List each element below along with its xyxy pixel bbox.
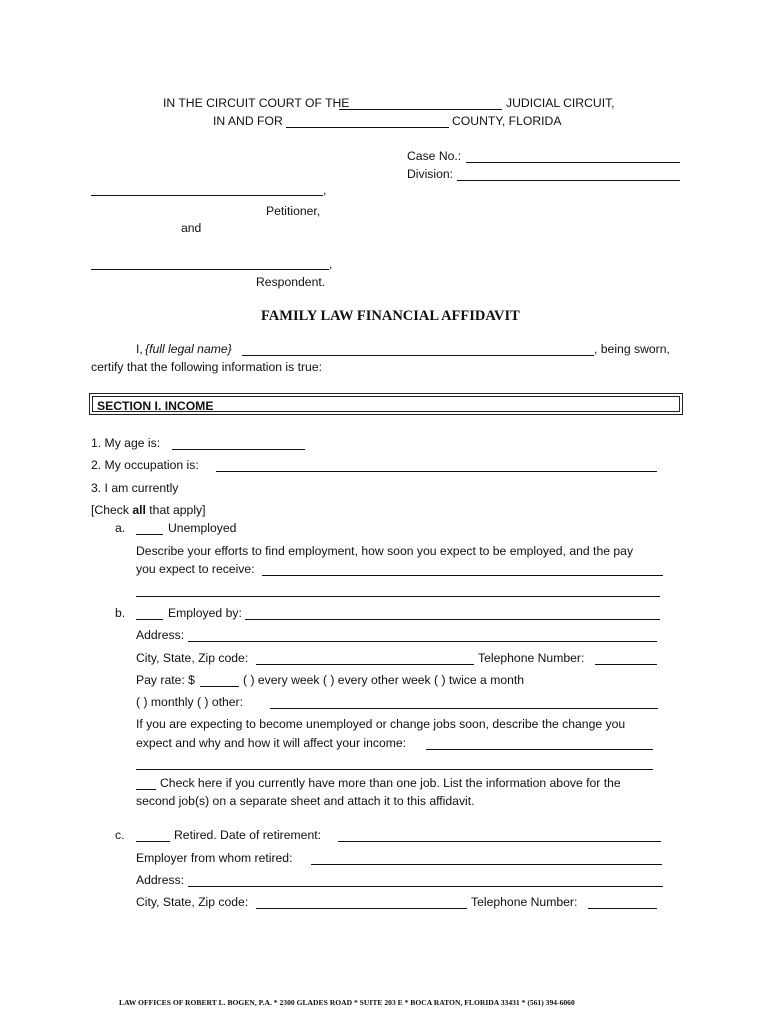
respondent-label: Respondent. <box>256 275 326 289</box>
full-legal-name-field[interactable] <box>242 342 594 356</box>
age-field[interactable] <box>172 436 305 450</box>
item-c-marker: c. <box>115 828 125 842</box>
check-instruction <box>91 503 206 517</box>
case-no-label: Case No.: <box>407 149 462 163</box>
section-header <box>89 393 683 415</box>
retirement-date-field[interactable] <box>338 828 661 842</box>
employer-telephone-field[interactable] <box>595 651 657 665</box>
employer-city-label: City, State, Zip code: <box>136 651 249 665</box>
multiple-jobs-checkbox-field[interactable] <box>136 776 156 790</box>
petitioner-name-field[interactable] <box>91 182 323 196</box>
check-instruction-bold: all <box>132 503 146 517</box>
case-no-field[interactable] <box>466 149 680 163</box>
multiple-jobs-line1: Check here if you currently have more than one job. List the information above for the <box>160 776 621 790</box>
court-line1-text: IN THE CIRCUIT COURT OF THE <box>163 96 350 110</box>
check-instruction-suffix: that apply] <box>145 503 206 517</box>
item-a-marker: a. <box>115 521 126 535</box>
county-field[interactable] <box>286 114 449 128</box>
respondent-comma: , <box>329 257 333 271</box>
page-footer: LAW OFFICES OF ROBERT L. BOGEN, P.A. * 2300 GLADES ROAD * SUITE 203 E * BOCA RATON, FLORIDA 33431 * (561) 394-6060 <box>119 998 575 1007</box>
intro-prefix: I, <box>136 342 143 356</box>
employed-checkbox-field[interactable] <box>136 606 163 620</box>
court-line2-suffix: COUNTY, FLORIDA <box>452 114 562 128</box>
petitioner-comma: , <box>323 183 327 197</box>
petitioner-label: Petitioner, <box>266 204 321 218</box>
respondent-name-field[interactable] <box>91 256 329 270</box>
occupation-field[interactable] <box>216 458 657 472</box>
judicial-circuit-field[interactable] <box>339 96 502 110</box>
employer-address-label: Address: <box>136 628 185 642</box>
division-label: Division: <box>407 167 454 181</box>
question-age-label: 1. My age is: <box>91 436 161 450</box>
court-line2-text: IN AND FOR <box>213 114 283 128</box>
intro-line2: certify that the following information is true: <box>91 360 322 374</box>
employer-address-field[interactable] <box>188 628 657 642</box>
pay-rate-label: Pay rate: $ <box>136 673 195 687</box>
describe-efforts-line1: Describe your efforts to find employment, how soon you expect to be employed, and the pay <box>136 544 634 558</box>
describe-efforts-field-2[interactable] <box>136 583 660 597</box>
unemployed-label: Unemployed <box>168 521 237 535</box>
multiple-jobs-line2: second job(s) on a separate sheet and attach it to this affidavit. <box>136 794 475 808</box>
change-jobs-field-2[interactable] <box>136 756 653 770</box>
retired-employer-field[interactable] <box>311 851 662 865</box>
page-title: FAMILY LAW FINANCIAL AFFIDAVIT <box>261 308 520 324</box>
retired-label: Retired. Date of retirement: <box>174 828 321 842</box>
unemployed-checkbox-field[interactable] <box>136 521 163 535</box>
retired-telephone-field[interactable] <box>588 895 657 909</box>
describe-efforts-line2: you expect to receive: <box>136 562 255 576</box>
retired-address-field[interactable] <box>188 873 663 887</box>
retired-employer-label: Employer from whom retired: <box>136 851 293 865</box>
question-occupation-label: 2. My occupation is: <box>91 458 199 472</box>
check-instruction-prefix: [Check <box>91 503 133 517</box>
employer-field[interactable] <box>245 606 660 620</box>
retired-address-label: Address: <box>136 873 185 887</box>
retired-city-label: City, State, Zip code: <box>136 895 249 909</box>
intro-suffix: , being sworn, <box>594 342 670 356</box>
employer-city-field[interactable] <box>256 651 474 665</box>
question-currently-label: 3. I am currently <box>91 481 179 495</box>
and-label: and <box>181 221 202 235</box>
change-jobs-line1: If you are expecting to become unemployed or change jobs soon, describe the change you <box>136 717 626 731</box>
pay-frequency-options[interactable]: ( ) every week ( ) every other week ( ) twice a month <box>243 673 525 687</box>
pay-other-field[interactable] <box>270 695 658 709</box>
retired-telephone-label: Telephone Number: <box>471 895 578 909</box>
pay-frequency-options-2[interactable]: ( ) monthly ( ) other: <box>136 695 244 709</box>
employer-telephone-label: Telephone Number: <box>478 651 585 665</box>
section-title: SECTION I. INCOME <box>97 399 214 413</box>
court-line1-suffix: JUDICIAL CIRCUIT, <box>506 96 615 110</box>
retired-checkbox-field[interactable] <box>136 828 170 842</box>
employed-by-label: Employed by: <box>168 606 242 620</box>
intro-name-hint: {full legal name} <box>145 342 232 356</box>
change-jobs-field[interactable] <box>426 736 653 750</box>
change-jobs-line2: expect and why and how it will affect your income: <box>136 736 407 750</box>
describe-efforts-field[interactable] <box>262 562 663 576</box>
retired-city-field[interactable] <box>256 895 467 909</box>
pay-rate-field[interactable] <box>200 673 239 687</box>
item-b-marker: b. <box>115 606 126 620</box>
division-field[interactable] <box>457 167 680 181</box>
